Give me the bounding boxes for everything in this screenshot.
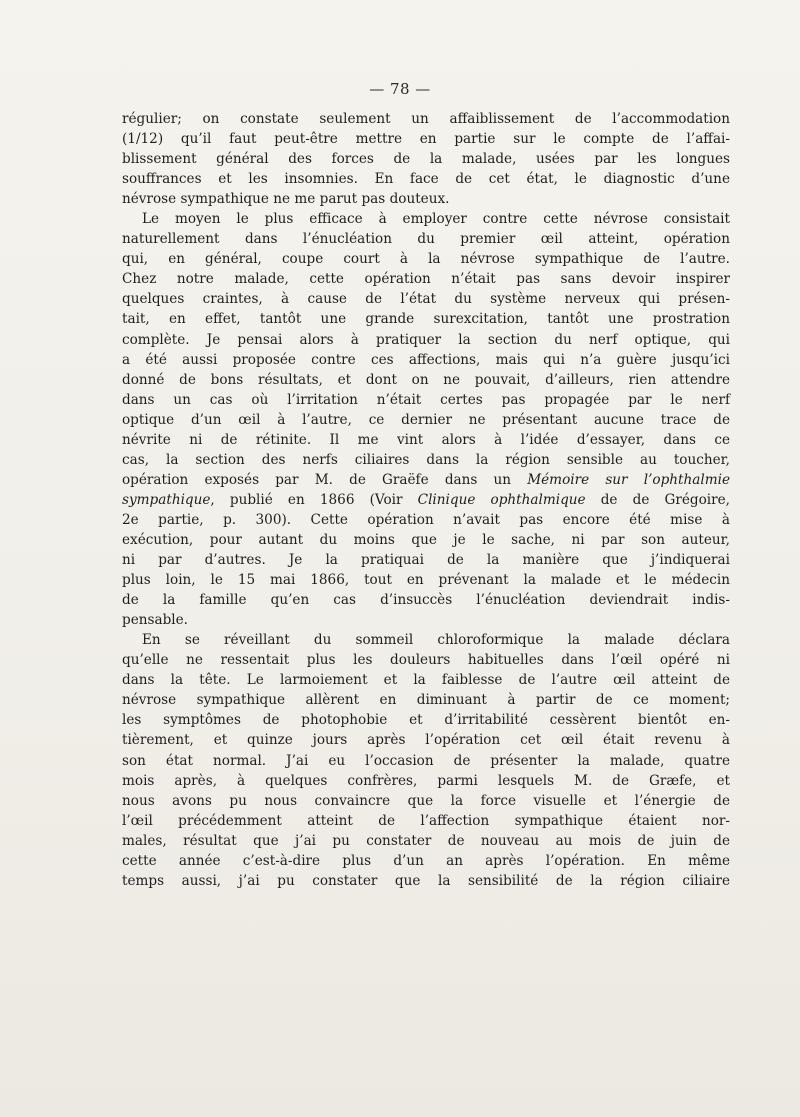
- text-line: [122, 831, 730, 851]
- text-line: [122, 229, 730, 249]
- text-segment: optique d’un œil à l’autre, ce dernier ne présentant aucune trace de: [122, 411, 730, 428]
- text-line: [122, 209, 730, 229]
- text-line: [122, 309, 730, 329]
- text-segment: mois après, à quelques confrères, parmi lesquels M. de Græfe, et: [122, 772, 730, 789]
- text-line: [122, 811, 730, 831]
- text-line: [122, 570, 730, 590]
- text-segment: a été aussi proposée contre ces affections, mais qui n’a guère jusqu’ici: [122, 351, 730, 368]
- text-line: [122, 169, 730, 189]
- text-line: [122, 510, 730, 530]
- text-line: [122, 490, 730, 510]
- text-segment: donné de bons résultats, et dont on ne pouvait, d’ailleurs, rien attendre: [122, 371, 730, 388]
- text-line: [122, 670, 730, 690]
- text-line: [122, 109, 730, 129]
- text-line: [122, 249, 730, 269]
- text-line: [122, 771, 730, 791]
- text-segment: souffrances et les insomnies. En face de cet état, le diagnostic d’une: [122, 171, 730, 188]
- text-segment: névrose sympathique allèrent en diminuant à partir de ce moment;: [122, 692, 730, 709]
- text-segment: Le moyen le plus efficace à employer contre cette névrose consistait: [142, 211, 730, 228]
- body-text: [122, 109, 730, 891]
- text-segment: de la famille qu’en cas d’insuccès l’énucléation deviendrait indis-: [122, 592, 730, 609]
- text-segment: tièrement, et quinze jours après l’opération cet œil était revenu à: [122, 732, 730, 749]
- text-line: [122, 730, 730, 750]
- text-segment: régulier; on constate seulement un affaiblissement de l’accommodation: [122, 111, 730, 127]
- text-segment: naturellement dans l’énucléation du premier œil atteint, opération: [122, 231, 730, 248]
- text-line: [122, 410, 730, 430]
- text-segment: dans un cas où l’irritation n’était certes pas propagée par le nerf: [122, 391, 730, 408]
- text-segment: cas, la section des nerfs ciliaires dans la région sensible au toucher,: [122, 451, 730, 468]
- text-segment: pensable.: [122, 612, 188, 629]
- italic-text: sympathique: [122, 491, 211, 508]
- text-segment: qui, en général, coupe court à la névrose sympathique de l’autre.: [122, 251, 730, 268]
- text-line: [122, 450, 730, 470]
- text-segment: névrite ni de rétinite. Il me vint alors à l’idée d’essayer, dans ce: [122, 431, 730, 448]
- text-line: [122, 330, 730, 350]
- text-line: [122, 129, 730, 149]
- text-segment: l’œil précédemment atteint de l’affection sympathique étaient nor-: [122, 812, 730, 829]
- text-segment: les symptômes de photophobie et d’irritabilité cessèrent bientôt en-: [122, 712, 730, 729]
- text-line: [122, 530, 730, 550]
- text-line: [122, 650, 730, 670]
- text-segment: blissement général des forces de la malade, usées par les longues: [122, 151, 730, 168]
- text-line: [122, 390, 730, 410]
- text-segment: temps aussi, j’ai pu constater que la sensibilité de la région ciliaire: [122, 872, 730, 889]
- text-line: [122, 871, 730, 891]
- text-segment: quelques craintes, à cause de l’état du système nerveux qui présen-: [122, 291, 730, 308]
- text-segment: qu’elle ne ressentait plus les douleurs habituelles dans l’œil opéré ni: [122, 652, 730, 669]
- text-segment: son état normal. J’ai eu l’occasion de présenter la malade, quatre: [122, 752, 730, 769]
- text-line: [122, 630, 730, 650]
- text-line: [122, 350, 730, 370]
- text-line: [122, 189, 730, 209]
- text-segment: Chez notre malade, cette opération n’était pas sans devoir inspirer: [122, 271, 730, 288]
- text-line: [122, 610, 730, 630]
- page-number: — 78 —: [369, 80, 431, 98]
- text-segment: complète. Je pensai alors à pratiquer la section du nerf optique, qui: [122, 331, 730, 348]
- text-segment: , publié en 1866 (Voir: [210, 491, 418, 508]
- text-line: [122, 149, 730, 169]
- text-segment: nous avons pu nous convaincre que la force visuelle et l’énergie de: [122, 792, 730, 809]
- text-line: [122, 289, 730, 309]
- text-line: [122, 550, 730, 570]
- text-line: [122, 470, 730, 490]
- text-segment: névrose sympathique ne me parut pas douteux.: [122, 191, 450, 208]
- text-segment: males, résultat que j’ai pu constater de nouveau au mois de juin de: [122, 832, 730, 849]
- text-line: [122, 791, 730, 811]
- text-segment: cette année c’est-à-dire plus d’un an après l’opération. En même: [122, 852, 730, 869]
- text-line: [122, 269, 730, 289]
- text-segment: opération exposés par M. de Graëfe dans un: [122, 471, 528, 488]
- text-line: [122, 710, 730, 730]
- text-segment: (1/12) qu’il faut peut-être mettre en partie sur le compte de l’affai-: [122, 131, 730, 148]
- text-segment: tait, en effet, tantôt une grande surexcitation, tantôt une prostration: [122, 311, 730, 328]
- text-line: [122, 430, 730, 450]
- text-line: [122, 851, 730, 871]
- text-segment: dans la tête. Le larmoiement et la faiblesse de l’autre œil atteint de: [122, 672, 730, 689]
- text-segment: exécution, pour autant du moins que je le sache, ni par son auteur,: [122, 531, 730, 548]
- text-line: [122, 690, 730, 710]
- text-segment: plus loin, le 15 mai 1866, tout en prévenant la malade et le médecin: [122, 572, 730, 589]
- text-line: [122, 751, 730, 771]
- italic-text: Mémoire sur l’ophthalmie: [527, 471, 730, 488]
- text-segment: de de Grégoire,: [585, 491, 731, 508]
- text-segment: 2e partie, p. 300). Cette opération n’avait pas encore été mise à: [122, 511, 730, 528]
- italic-text: Clinique ophthalmique: [417, 491, 586, 508]
- text-line: [122, 370, 730, 390]
- text-segment: En se réveillant du sommeil chloroformique la malade déclara: [142, 632, 730, 649]
- text-line: [122, 590, 730, 610]
- text-segment: ni par d’autres. Je la pratiquai de la manière que j’indiquerai: [122, 552, 730, 569]
